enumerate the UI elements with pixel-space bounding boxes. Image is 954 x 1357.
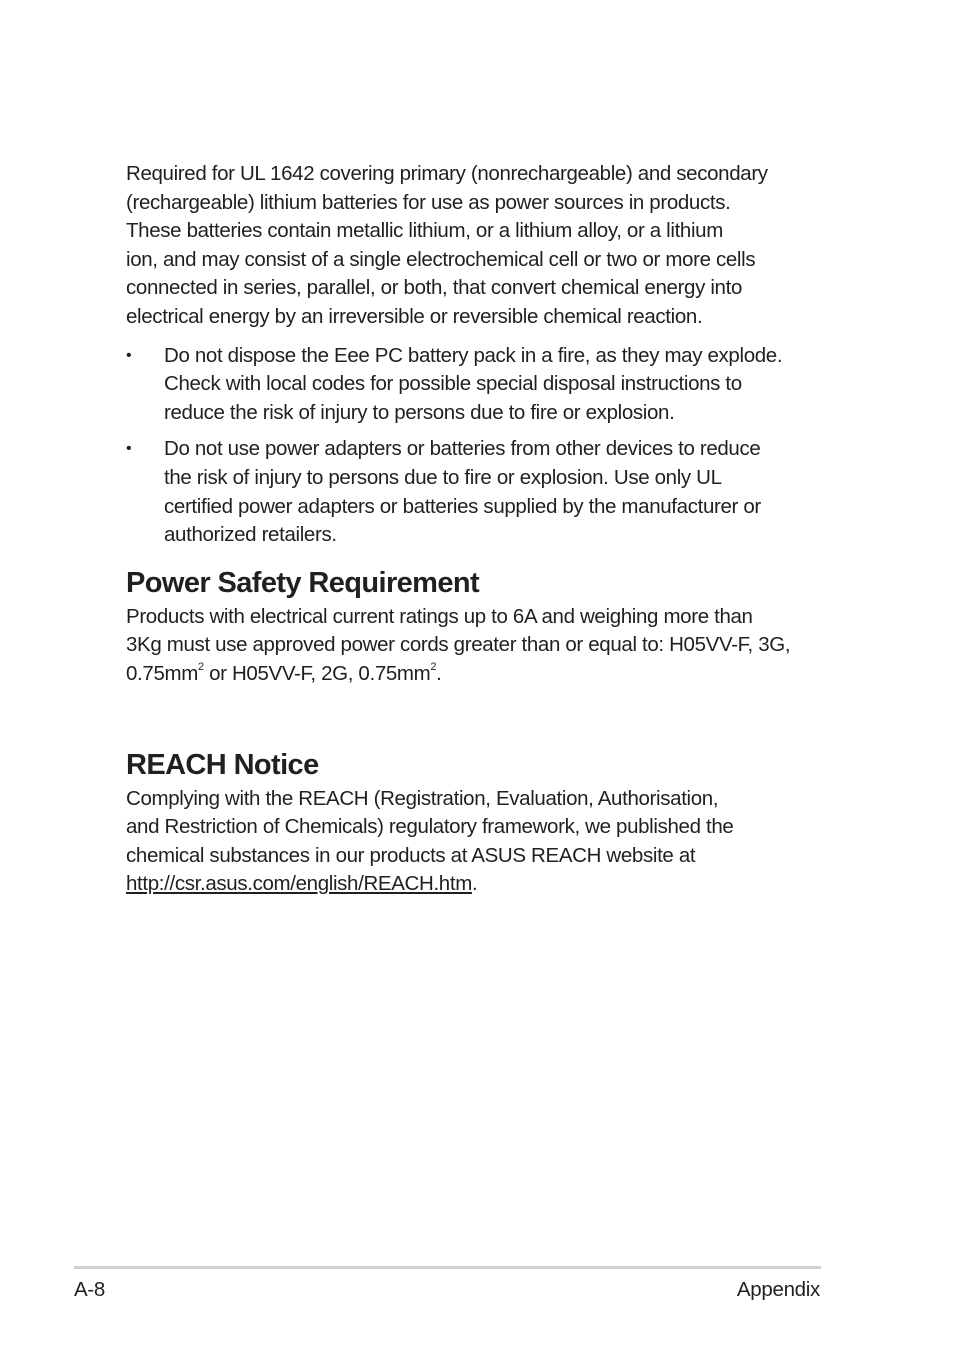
paragraph-line: Required for UL 1642 covering primary (nonrechargeable) and secondary bbox=[126, 162, 768, 185]
footer-divider bbox=[74, 1266, 821, 1269]
list-item bbox=[126, 342, 826, 428]
cord-spec-2: or H05VV-F, 2G, 0.75mm bbox=[203, 661, 431, 685]
list-item-line: Check with local codes for possible special disposal instructions to bbox=[164, 372, 742, 396]
list-item-line: reduce the risk of injury to persons due to fire or explosion. bbox=[164, 400, 675, 424]
paragraph-line: Products with electrical current ratings up to 6A and weighing more than bbox=[126, 604, 753, 628]
paragraph-line: and Restriction of Chemicals) regulatory framework, we published the bbox=[126, 815, 734, 839]
paragraph-line: electrical energy by an irreversible or reversible chemical reaction. bbox=[126, 304, 703, 328]
section-name: Appendix bbox=[736, 1278, 820, 1301]
paragraph-line: connected in series, parallel, or both, that convert chemical energy into bbox=[126, 276, 742, 300]
sentence-end: . bbox=[436, 661, 442, 685]
reach-website-link[interactable]: http://csr.asus.com/english/REACH.htm bbox=[126, 872, 472, 896]
paragraph-line bbox=[126, 660, 826, 689]
ul-1642-paragraph bbox=[126, 160, 826, 332]
paragraph-line: (rechargeable) lithium batteries for use as power sources in products. bbox=[126, 190, 731, 214]
superscript: 2 bbox=[197, 660, 204, 673]
list-item-line: authorized retailers. bbox=[164, 523, 337, 547]
list-item bbox=[126, 435, 826, 549]
paragraph-line: Complying with the REACH (Registration, Evaluation, Authorisation, bbox=[126, 786, 719, 810]
page-content bbox=[126, 160, 826, 899]
superscript: 2 bbox=[430, 660, 437, 673]
reach-notice-heading: REACH Notice bbox=[126, 748, 319, 781]
paragraph-line: ion, and may consist of a single electrochemical cell or two or more cells bbox=[126, 247, 756, 271]
list-item-line: the risk of injury to persons due to fire or explosion. Use only UL bbox=[164, 465, 722, 489]
reach-notice-paragraph bbox=[126, 785, 826, 899]
power-safety-paragraph bbox=[126, 603, 826, 689]
paragraph-line: chemical substances in our products at ASUS REACH website at bbox=[126, 843, 696, 867]
list-item-line: Do not dispose the Eee PC battery pack in a fire, as they may explode. bbox=[164, 343, 783, 367]
bullet-icon: • bbox=[126, 346, 132, 364]
cord-spec-1: 0.75mm bbox=[126, 661, 198, 685]
battery-warning-list bbox=[126, 342, 826, 550]
page-number: A-8 bbox=[74, 1278, 106, 1301]
power-safety-heading: Power Safety Requirement bbox=[126, 566, 480, 599]
paragraph-line bbox=[126, 870, 826, 899]
list-item-line: certified power adapters or batteries supplied by the manufacturer or bbox=[164, 494, 761, 518]
sentence-end: . bbox=[471, 872, 478, 896]
list-item-line: Do not use power adapters or batteries from other devices to reduce bbox=[164, 437, 761, 461]
bullet-icon: • bbox=[126, 440, 132, 458]
paragraph-line: 3Kg must use approved power cords greater than or equal to: H05VV-F, 3G, bbox=[126, 633, 791, 657]
paragraph-line: These batteries contain metallic lithium, or a lithium alloy, or a lithium bbox=[126, 219, 723, 243]
